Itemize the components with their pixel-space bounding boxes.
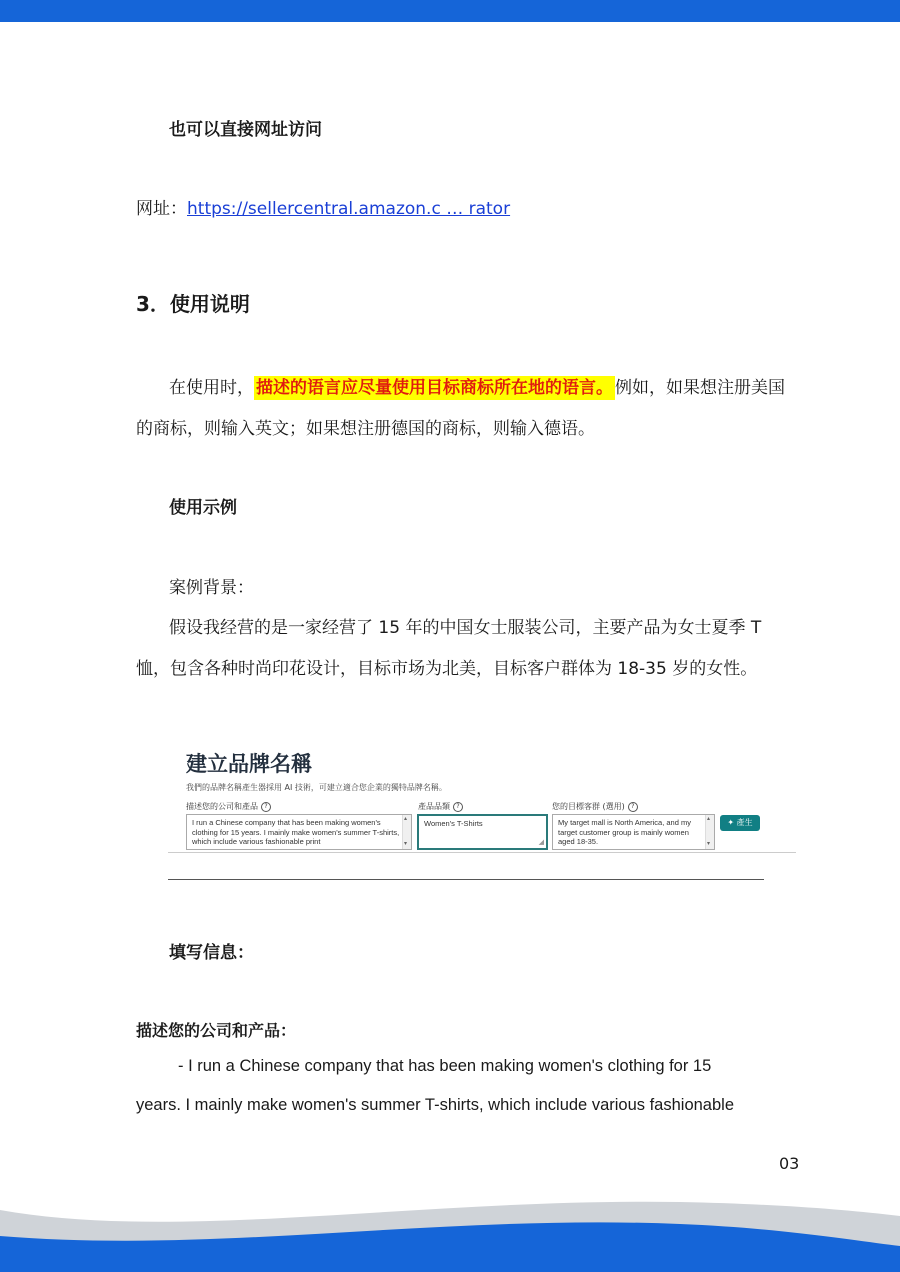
usage-prefix: 在使用时，	[169, 378, 254, 398]
footer-wave-decoration	[0, 1180, 900, 1272]
generator-subtitle: 我們的品牌名稱產生器採用 AI 技術，可建立適合您企業的獨特品牌名稱。	[186, 783, 447, 792]
example-heading: 使用示例	[169, 498, 237, 518]
company-field-label: 描述您的公司和產品 ?	[186, 801, 271, 812]
audience-field-label: 您的目標客群 (選用) ?	[552, 801, 638, 812]
generate-button[interactable]: ✦ 產生	[720, 815, 760, 831]
help-icon[interactable]: ?	[628, 802, 638, 812]
fill-info-heading: 填写信息：	[169, 943, 254, 963]
category-field-label: 產品品類 ?	[418, 801, 463, 812]
usage-paragraph-line1	[169, 373, 785, 398]
screenshot-divider	[168, 852, 796, 853]
generator-title: 建立品牌名稱	[186, 752, 312, 776]
usage-paragraph-line2: 的商标，则输入英文；如果想注册德国的商标，则输入德语。	[136, 419, 595, 439]
url-label: 网址：	[136, 199, 187, 219]
company-description-value: I run a Chinese company that has been making women's clothing for 15 years. I mainly make women's summer T-shirts, which include various fashionable print	[192, 818, 400, 846]
brand-generator-screenshot	[168, 742, 796, 854]
target-audience-field[interactable]	[552, 814, 715, 850]
product-category-value: Women's T-Shirts	[424, 819, 483, 828]
english-text-line2: years. I mainly make women's summer T-shirts, which include various fashionable	[136, 1096, 734, 1114]
case-text-line2: 恤，包含各种时尚印花设计，目标市场为北美，目标客户群体为 18-35 岁的女性。	[136, 659, 758, 679]
section-3-heading: 3．使用说明	[136, 292, 250, 316]
resize-grip-icon[interactable]: ◢	[538, 838, 544, 846]
case-background-label: 案例背景：	[169, 578, 254, 598]
company-description-field[interactable]	[186, 814, 412, 850]
usage-suffix: 例如，如果想注册美国	[615, 378, 785, 398]
url-line	[136, 194, 510, 219]
highlighted-instruction: 描述的语言应尽量使用目标商标所在地的语言。	[256, 378, 613, 398]
describe-company-heading: 描述您的公司和产品：	[136, 1021, 297, 1040]
target-audience-value: My target mall is North America, and my target customer group is mainly women aged 18-35.	[558, 818, 691, 846]
direct-access-text: 也可以直接网址访问	[169, 120, 322, 140]
page-number: 03	[779, 1154, 800, 1173]
horizontal-rule	[168, 879, 764, 880]
sparkle-icon: ✦	[727, 818, 735, 827]
top-header-bar	[0, 0, 900, 22]
case-text-line1: 假设我经营的是一家经营了 15 年的中国女士服装公司，主要产品为女士夏季 T	[169, 618, 762, 638]
english-text-line1: - I run a Chinese company that has been making women's clothing for 15	[178, 1057, 712, 1075]
field-scrollbar[interactable]	[402, 815, 411, 849]
seller-central-link[interactable]: https://sellercentral.amazon.c … rator	[187, 199, 511, 219]
field-scrollbar[interactable]	[705, 815, 714, 849]
help-icon[interactable]: ?	[453, 802, 463, 812]
product-category-field[interactable]	[417, 814, 548, 850]
help-icon[interactable]: ?	[261, 802, 271, 812]
